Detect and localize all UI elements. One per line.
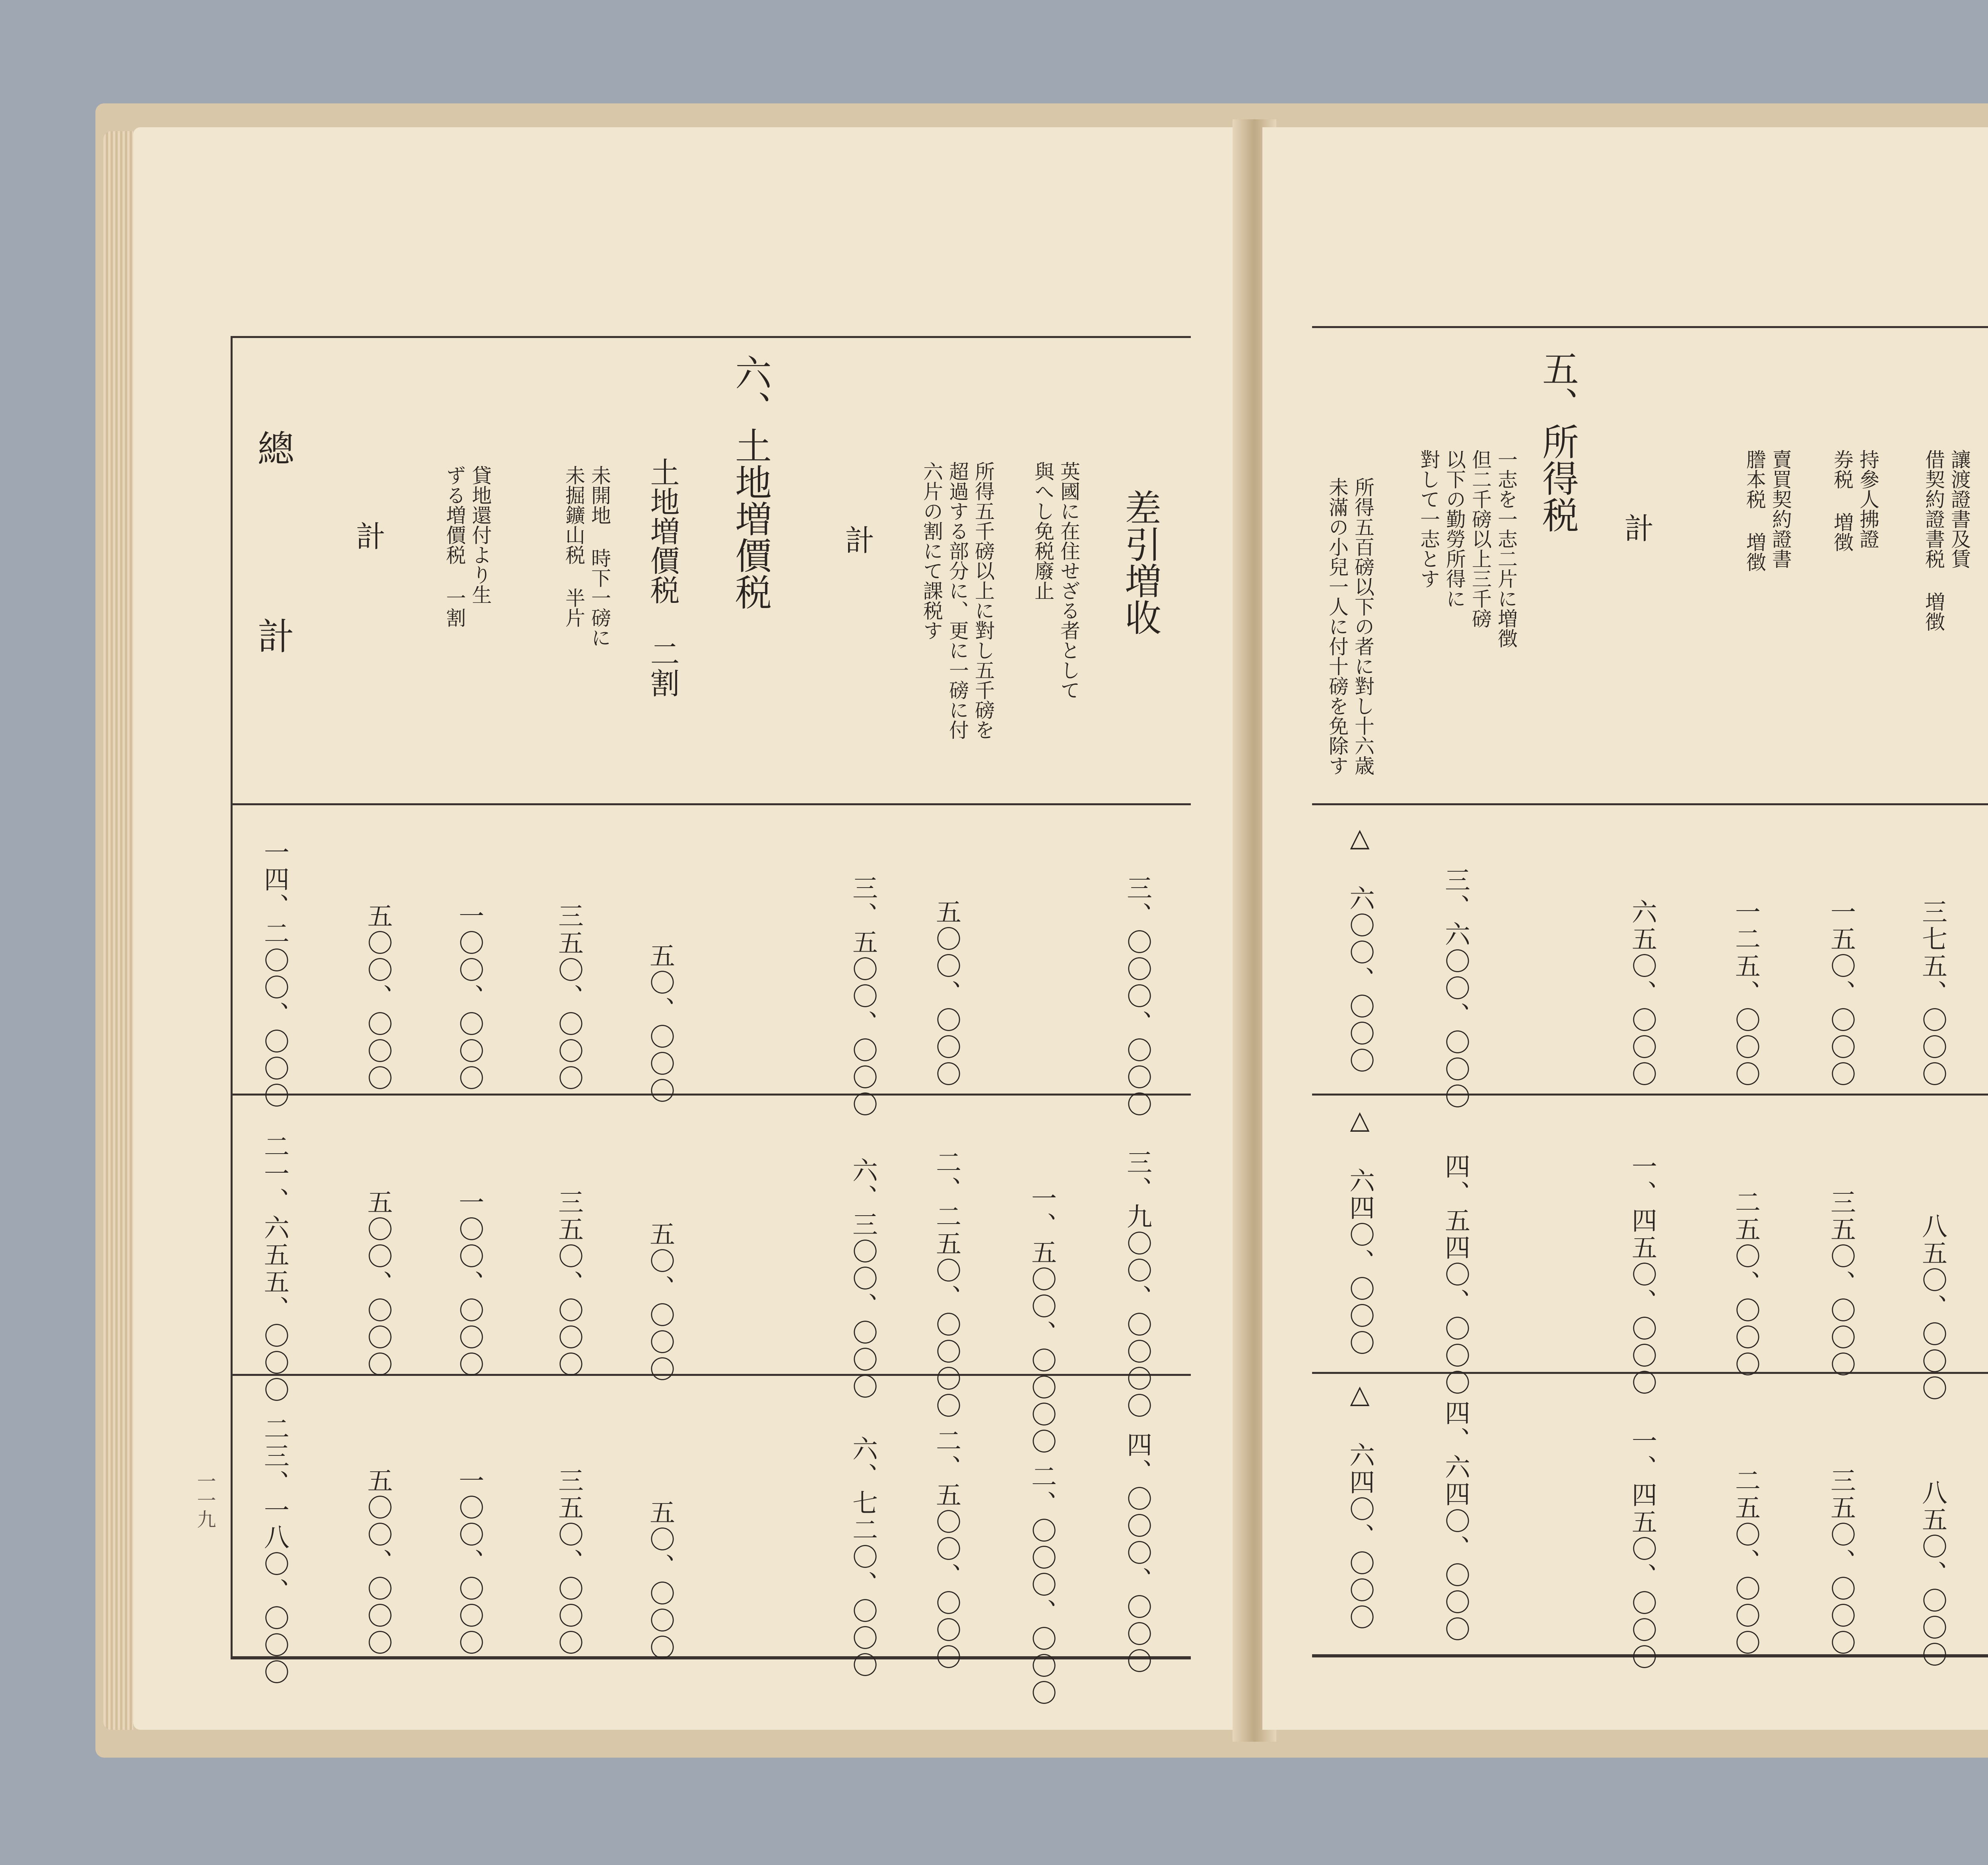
- page-number-left: 一一九: [194, 1471, 216, 1529]
- value-cell: 八五〇、〇〇〇: [1918, 1213, 1947, 1402]
- label-subtotal-stamp: 計: [1619, 513, 1654, 542]
- label-exemption: 英國に在住せざる者として 與へし免税廢止: [1031, 461, 1080, 700]
- label-child-abatement: 所得五百磅以下の者に對し十六歳 未滿の小兒一人に付十磅を免除す: [1326, 477, 1375, 775]
- value-cell: 一〇〇、〇〇〇: [454, 1189, 484, 1378]
- label-grand-total: 總計: [252, 429, 294, 805]
- value-cell: 一二五、〇〇〇: [1731, 899, 1760, 1088]
- page-edges-left: [103, 131, 133, 1730]
- value-cell: 五〇、〇〇〇: [645, 1499, 675, 1661]
- value-cell: 二、二五〇、〇〇〇〇: [932, 1149, 961, 1420]
- value-cell: 二、五〇〇、〇〇〇: [932, 1428, 961, 1671]
- value-cell: 五〇〇、〇〇〇: [932, 899, 961, 1088]
- value-cell: △ 六〇〇、〇〇〇: [1345, 823, 1375, 1074]
- value-cell: 六、三〇〇、〇〇〇: [848, 1157, 878, 1401]
- value-cell: 三、五〇〇、〇〇〇: [848, 875, 878, 1118]
- value-cell: 五〇、〇〇〇: [645, 1221, 675, 1383]
- value-cell: 一、四五〇、〇〇〇: [1627, 1153, 1657, 1397]
- value-cell: 四、〇〇〇、〇〇〇: [1122, 1432, 1152, 1675]
- value-cell: △ 六四〇、〇〇〇: [1345, 1105, 1375, 1357]
- value-cell: 一、五〇〇、〇〇〇〇: [1027, 1185, 1056, 1455]
- label-sashihiki: 差引増收: [1119, 489, 1161, 635]
- value-cell: 六、七二〇、〇〇〇: [848, 1436, 878, 1679]
- value-cell: 三、〇〇〇、〇〇〇: [1122, 875, 1152, 1118]
- value-cell: 三五〇、〇〇〇: [1826, 1189, 1856, 1378]
- value-cell: 三五〇、〇〇〇: [554, 1189, 583, 1378]
- value-cell: 三七五、〇〇〇: [1918, 899, 1947, 1088]
- value-cell: 二五〇、〇〇〇: [1731, 1189, 1760, 1378]
- value-cell: 五〇〇、〇〇〇: [363, 1467, 392, 1657]
- value-cell: 三五〇、〇〇〇: [1826, 1467, 1856, 1657]
- value-cell: 一五〇、〇〇〇: [1826, 899, 1856, 1088]
- label-bearer-securities: 持參人拂證 券税 増徴: [1831, 449, 1879, 552]
- value-cell: 八五〇、〇〇〇: [1918, 1479, 1947, 1669]
- label-income-tax-rate: 一志を一志二片に増徴 但二千磅以上三千磅 以下の勤勞所得に 對して一志とす: [1417, 449, 1518, 648]
- label-undeveloped-land: 未開地 時下一磅に 未掘鑛山税 半片: [562, 465, 611, 647]
- left-page: [133, 127, 1244, 1730]
- label-subtotal-income: 計: [840, 525, 875, 554]
- value-cell: 一〇〇、〇〇〇: [454, 1467, 484, 1657]
- value-cell: △ 六四〇、〇〇〇: [1345, 1380, 1375, 1631]
- label-land-increment: 土地増價税 二割: [645, 457, 680, 697]
- label-income-surtax: 所得五千磅以上に對し五千磅を 超過する部分に、更に一磅に付 六片の割にて課税す: [920, 461, 995, 740]
- value-cell: 二三、一八〇、〇〇〇: [260, 1416, 289, 1686]
- value-cell: 四、六四〇、〇〇〇: [1441, 1400, 1470, 1643]
- value-cell: 一〇〇、〇〇〇: [454, 903, 484, 1092]
- value-cell: 二、〇〇〇、〇〇〇: [1027, 1463, 1056, 1707]
- label-subtotal-land: 計: [351, 521, 386, 550]
- value-cell: 二一、六五五、〇〇〇: [260, 1133, 289, 1404]
- label-reversion-duty: 貸地還付より生 ずる増價税 一割: [443, 465, 492, 627]
- label-contract-notes: 賣買契約證書 謄本税 増徴: [1743, 449, 1792, 572]
- label-income-tax: 五、所得税: [1536, 350, 1579, 533]
- value-cell: 三、六〇〇、〇〇〇: [1441, 867, 1470, 1110]
- value-cell: 二五〇、〇〇〇: [1731, 1467, 1760, 1657]
- value-cell: 三五〇、〇〇〇: [554, 903, 583, 1092]
- value-cell: 三五〇、〇〇〇: [554, 1467, 583, 1657]
- value-cell: 三、九〇〇、〇〇〇〇: [1122, 1149, 1152, 1420]
- value-cell: 五〇〇、〇〇〇: [363, 903, 392, 1092]
- value-cell: 五〇、〇〇〇: [645, 942, 675, 1105]
- value-cell: 六五〇、〇〇〇: [1627, 899, 1657, 1088]
- value-cell: 五〇〇、〇〇〇: [363, 1189, 392, 1378]
- label-conveyance: 讓渡證書及賃 借契約證書税 増徴: [1922, 449, 1971, 631]
- value-cell: 一四、二〇〇、〇〇〇: [260, 839, 289, 1109]
- label-land-value-tax: 六、土地増價税: [729, 354, 772, 610]
- value-cell: 一、四五〇、〇〇〇: [1627, 1428, 1657, 1671]
- value-cell: 四、五四〇、〇〇〇: [1441, 1153, 1470, 1397]
